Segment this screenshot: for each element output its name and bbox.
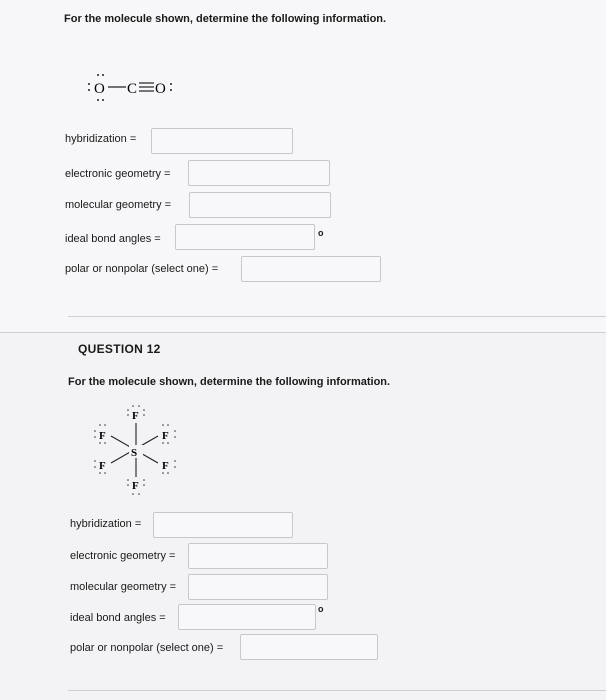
- q1-polarity-label: polar or nonpolar (select one) =: [65, 263, 219, 275]
- q1-center-carbon: C: [127, 81, 138, 97]
- question-12-heading: QUESTION 12: [78, 342, 161, 356]
- q1-molecular-geometry-label: molecular geometry =: [65, 199, 172, 211]
- divider: [68, 690, 606, 691]
- q2-bond-angles-label: ideal bond angles =: [70, 612, 166, 624]
- q2-molecular-geometry-input[interactable]: [188, 574, 328, 600]
- q1-hybridization-label: hybridization =: [65, 133, 137, 145]
- q1-electronic-geometry-label: electronic geometry =: [65, 168, 171, 180]
- q2-fluorine-top: F: [132, 410, 139, 422]
- q2-hybridization-input[interactable]: [153, 512, 293, 538]
- q2-bond-angles-input[interactable]: [178, 604, 316, 630]
- q2-fluorine-lower-right: F: [162, 460, 169, 472]
- q1-right-oxygen: O: [155, 81, 166, 97]
- q2-prompt: For the molecule shown, determine the following information.: [68, 376, 391, 388]
- q2-fluorine-upper-right: F: [162, 430, 169, 442]
- q1-electronic-geometry-input[interactable]: [188, 160, 330, 186]
- q1-bond-angles-input[interactable]: [175, 224, 315, 250]
- q2-electronic-geometry-label: electronic geometry =: [70, 550, 176, 562]
- q2-fluorine-lower-left: F: [99, 460, 106, 472]
- q2-fluorine-upper-left: F: [99, 430, 106, 442]
- q1-prompt: For the molecule shown, determine the following information.: [64, 13, 387, 25]
- q2-polarity-input[interactable]: [240, 634, 378, 660]
- divider: [0, 332, 606, 333]
- q1-polarity-input[interactable]: [241, 256, 381, 282]
- q1-molecular-geometry-input[interactable]: [189, 192, 331, 218]
- co2-lewis-structure: [84, 70, 194, 106]
- divider: [68, 316, 606, 317]
- q2-polarity-label: polar or nonpolar (select one) =: [70, 642, 224, 654]
- q2-center-sulfur: S: [131, 447, 138, 459]
- q2-hybridization-label: hybridization =: [70, 518, 142, 530]
- q1-bond-angles-label: ideal bond angles =: [65, 233, 161, 245]
- q2-molecular-geometry-label: molecular geometry =: [70, 581, 177, 593]
- q1-hybridization-input[interactable]: [151, 128, 293, 154]
- q1-left-oxygen: O: [94, 81, 105, 97]
- sf6-lewis-structure: [86, 405, 186, 497]
- q1-degree-symbol: o: [318, 228, 324, 238]
- q2-fluorine-bottom: F: [132, 480, 139, 492]
- q2-electronic-geometry-input[interactable]: [188, 543, 328, 569]
- q2-degree-symbol: o: [318, 604, 324, 614]
